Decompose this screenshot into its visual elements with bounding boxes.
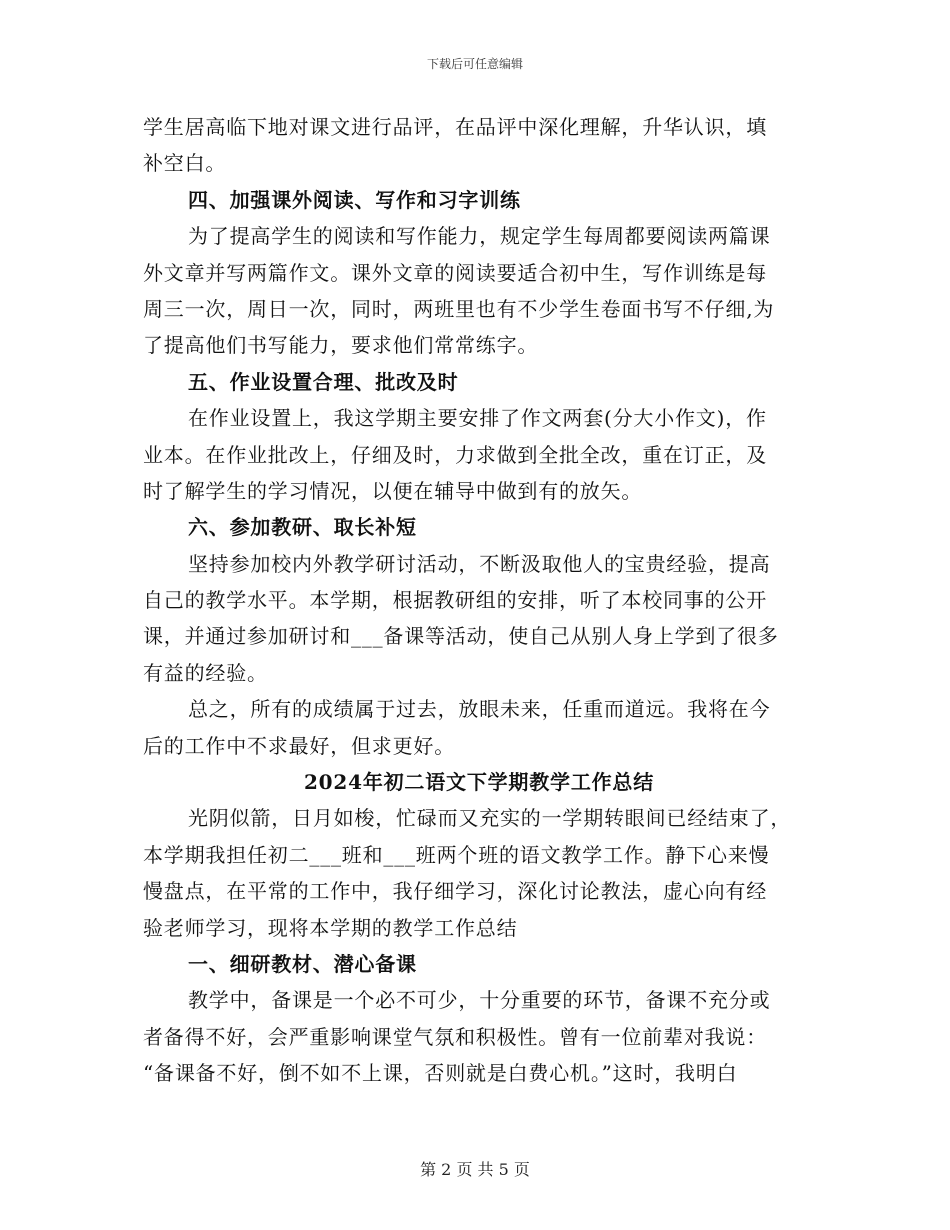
text-line: 补空白。 [143, 151, 227, 176]
text-line: 者备得不好，会严重影响课堂气氛和积极性。曾有一位前辈对我说： [143, 1024, 767, 1049]
text-line: 坚持参加校内外教学研讨活动，不断汲取他人的宝贵经验，提高 [188, 551, 771, 576]
text-line: 在作业设置上，我这学期主要安排了作文两套(分大小作文)，作 [188, 406, 767, 431]
text-line: “备课备不好，倒不如不上课，否则就是白费心机。”这时，我明白 [143, 1061, 738, 1086]
text-line: 外文章并写两篇作文。课外文章的阅读要适合初中生，写作训练是每 [143, 260, 767, 285]
section-heading: 一、细研教材、潜心备课 [188, 951, 417, 976]
text-line: 验老师学习，现将本学期的教学工作总结 [143, 915, 518, 940]
text-line: 有益的经验。 [143, 660, 268, 685]
text-line: 课，并通过参加研讨和___备课等活动，使自己从别人身上学到了很多 [143, 624, 779, 649]
text-line: 本学期我担任初二___班和___班两个班的语文教学工作。静下心来慢 [143, 842, 770, 867]
text-line: 周三一次，周日一次，同时，两班里也有不少学生卷面书写不仔细,为 [143, 296, 775, 321]
text-line: 自己的教学水平。本学期，根据教研组的安排，听了本校同事的公开 [143, 588, 767, 613]
text-line: 了提高他们书写能力，要求他们常常练字。 [143, 333, 539, 358]
document-title: 2024年初二语文下学期教学工作总结 [303, 770, 655, 795]
text-line: 业本。在作业批改上，仔细及时，力求做到全批全改，重在订正，及 [143, 442, 767, 467]
text-line: 学生居高临下地对课文进行品评，在品评中深化理解，升华认识，填 [143, 115, 767, 139]
page-footer: 第 2 页 共 5 页 [420, 1160, 530, 1179]
page-header: 下载后可任意编辑 [426, 57, 523, 71]
text-line: 慢盘点，在平常的工作中，我仔细学习，深化讨论教法，虚心向有经 [143, 879, 767, 904]
section-heading: 四、加强课外阅读、写作和习字训练 [188, 187, 521, 212]
text-line: 为了提高学生的阅读和写作能力，规定学生每周都要阅读两篇课 [188, 224, 771, 249]
text-line: 总之，所有的成绩属于过去，放眼未来，任重而道远。我将在今 [188, 697, 771, 722]
text-line: 光阴似箭，日月如梭，忙碌而又充实的一学期转眼间已经结束了， [188, 806, 792, 831]
section-heading: 五、作业设置合理、批改及时 [188, 369, 459, 394]
text-line: 时了解学生的学习情况，以便在辅导中做到有的放矢。 [143, 478, 643, 503]
text-line: 教学中，备课是一个必不可少，十分重要的环节，备课不充分或 [188, 988, 771, 1013]
text-line: 后的工作中不求最好，但求更好。 [143, 733, 455, 758]
section-heading: 六、参加教研、取长补短 [188, 515, 417, 540]
document-body [143, 109, 815, 1092]
